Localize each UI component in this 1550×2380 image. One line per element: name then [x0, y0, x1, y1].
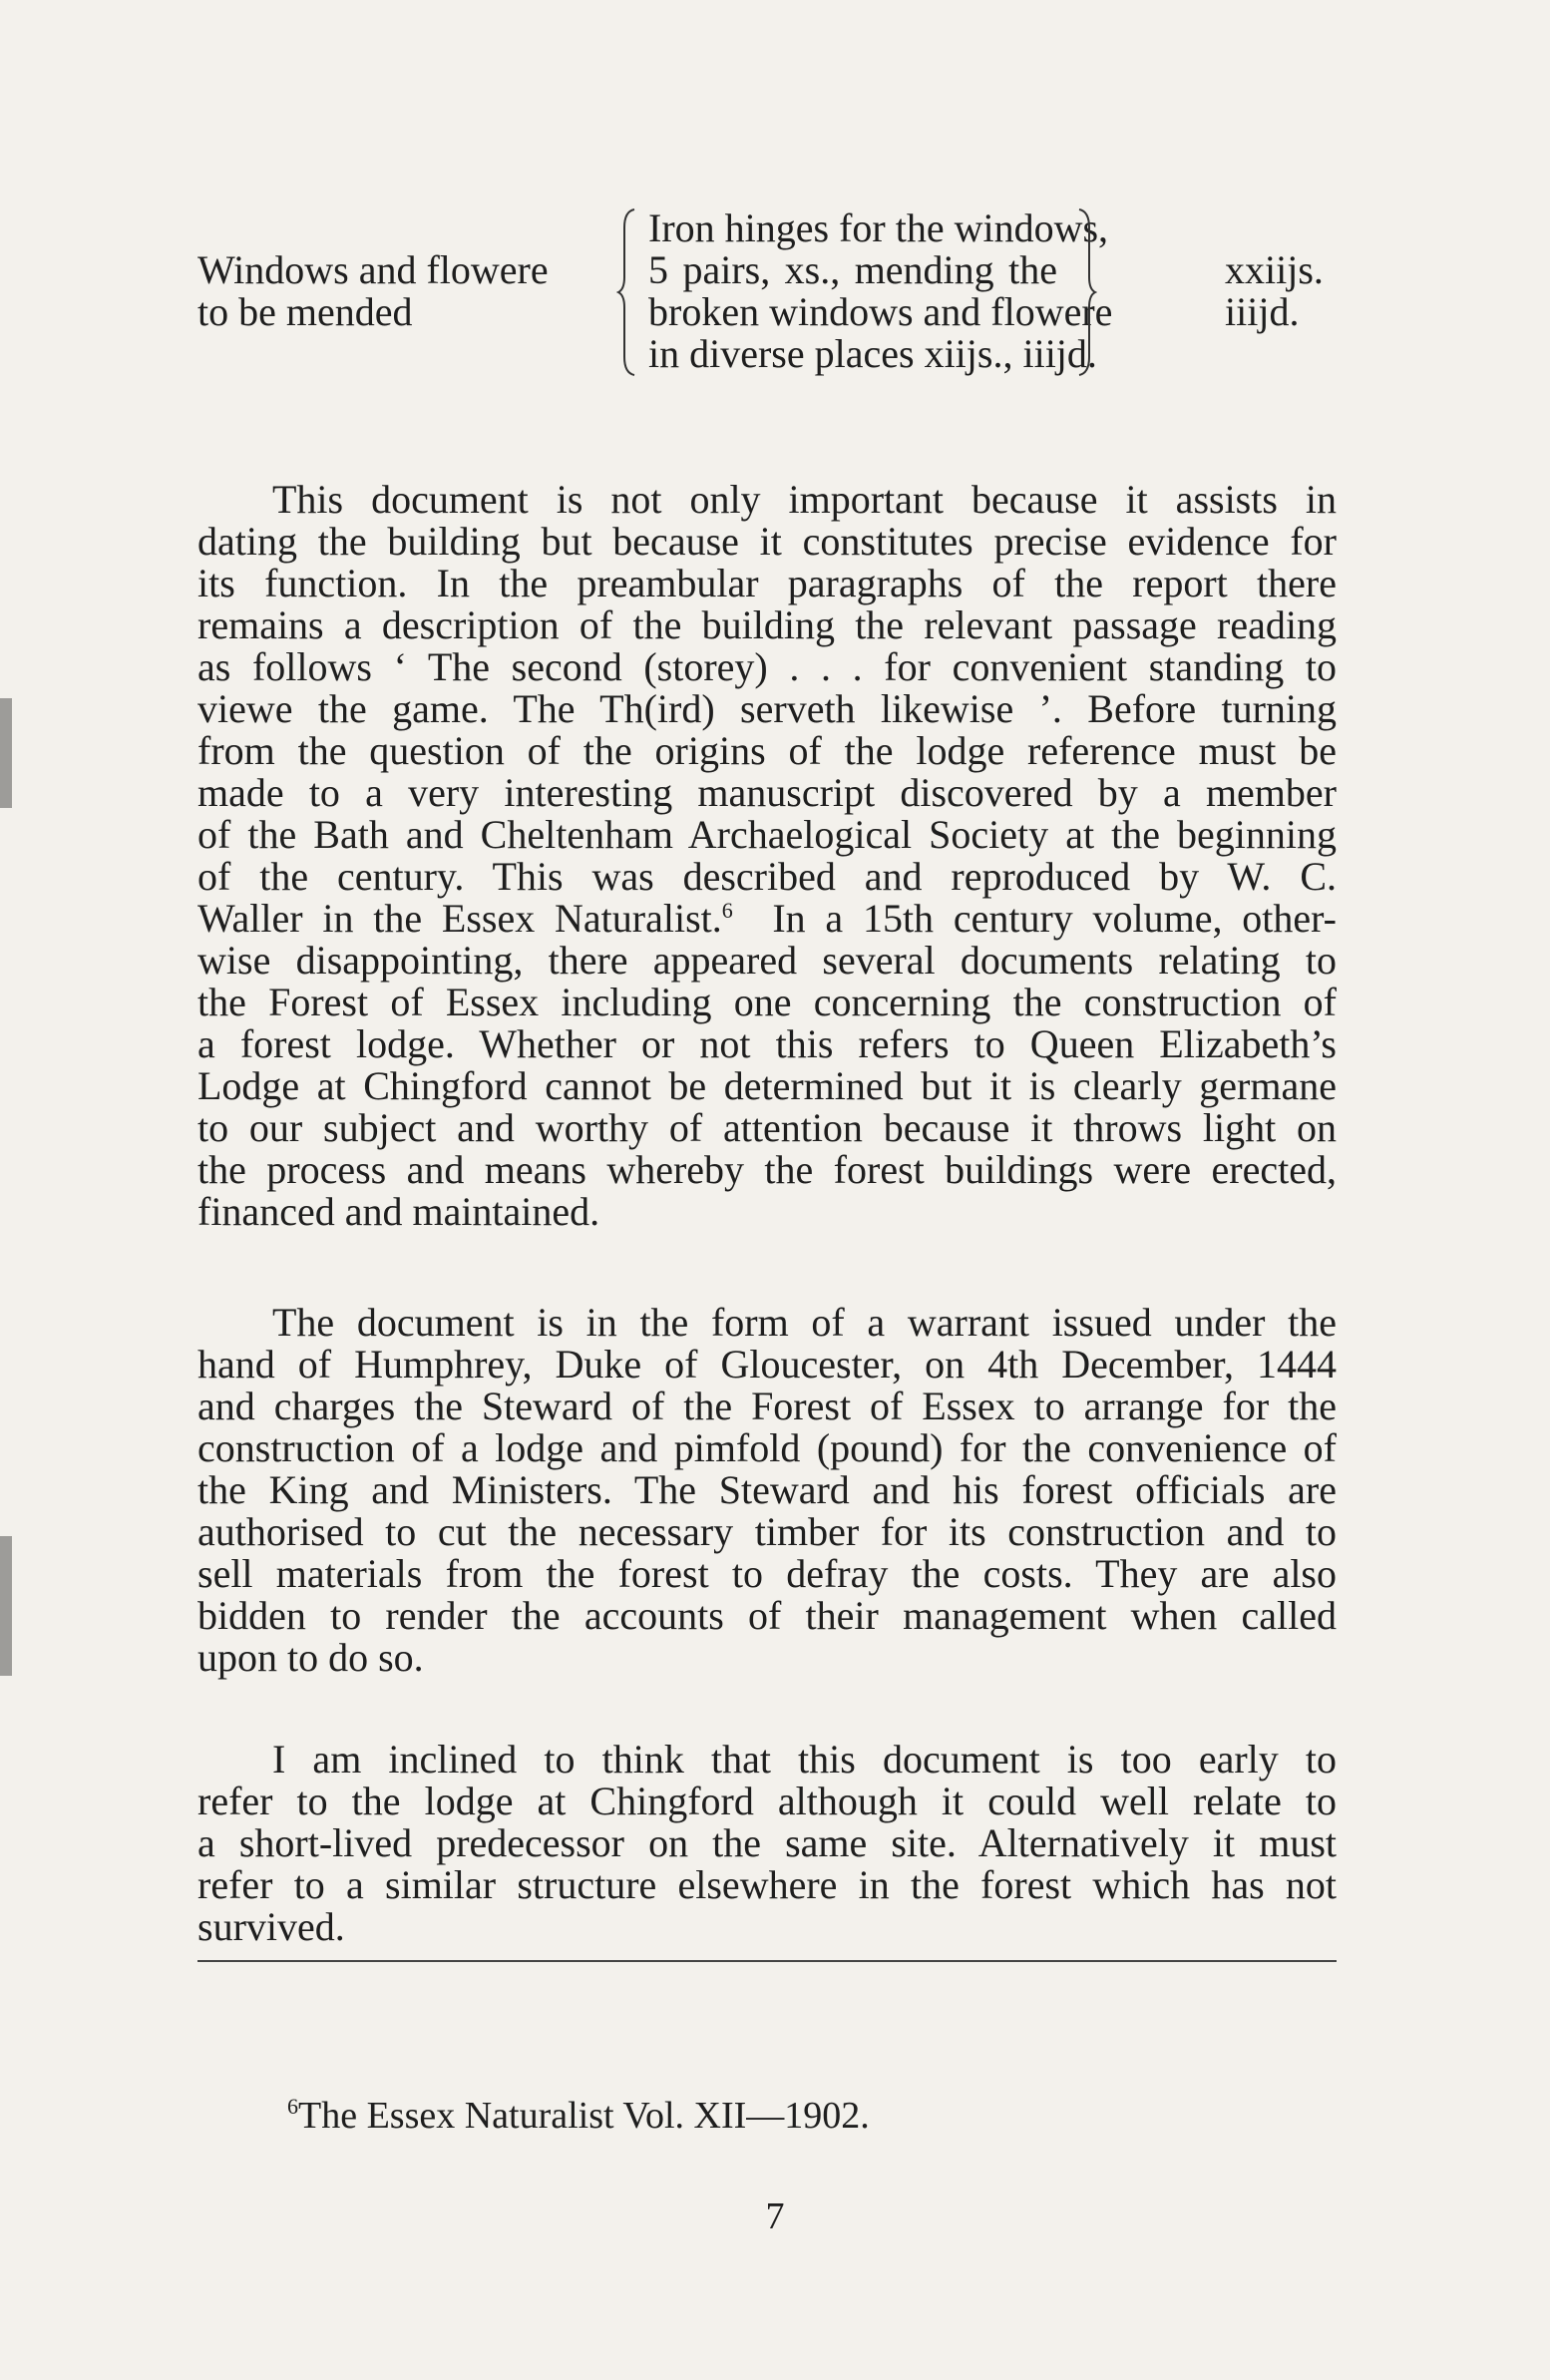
text-line: bidden to render the accounts of their management when called	[197, 1593, 1337, 1638]
text-line: a short-lived predecessor on the same site. Alternatively it must	[197, 1820, 1337, 1865]
entry-desc-line: Iron hinges for the windows,	[648, 205, 1109, 250]
footnote-reference[interactable]: 6	[721, 898, 733, 923]
paragraph	[197, 1739, 1337, 1948]
text-line: upon to do so.	[197, 1635, 424, 1680]
text-line: refer to a similar structure elsewhere in the forest which has not	[197, 1862, 1337, 1907]
text-segment: Waller in the Essex Naturalist.	[197, 896, 722, 941]
text-line: of the Bath and Cheltenham Archaelogical Society at the beginning	[197, 812, 1337, 857]
text-line: from the question of the origins of the lodge reference must be	[197, 728, 1337, 773]
text-line: a forest lodge. Whether or not this refers to Queen Elizabeth’s	[197, 1021, 1337, 1066]
text-line: of the century. This was described and reproduced by W. C.	[197, 854, 1337, 899]
paragraph	[197, 1302, 1337, 1679]
entry-sum-line: iiijd.	[1225, 289, 1300, 334]
entry-desc-line: 5 pairs, xs., mending the	[648, 247, 1057, 292]
footnote-divider	[197, 1960, 1337, 1962]
text-line: viewe the game. The Th(ird) serveth likewise ’. Before turning	[197, 686, 1337, 731]
footnote-marker: 6	[287, 2094, 298, 2119]
entry-desc-line: in diverse places xiijs., iiijd.	[648, 331, 1097, 376]
text-line: I am inclined to think that this document is too early to	[272, 1737, 1337, 1782]
text-segment: In a 15th century volume, other-	[772, 896, 1338, 941]
binding-mark	[0, 698, 12, 808]
entry-item	[197, 249, 606, 333]
left-brace-icon	[616, 207, 638, 377]
footnote-text: The Essex Naturalist Vol. XII—1902.	[298, 2095, 870, 2137]
text-line: and charges the Steward of the Forest of Essex to arrange for the	[197, 1384, 1337, 1428]
entry-desc-line: broken windows and flowere	[648, 289, 1113, 334]
text-line: as follows ‘ The second (storey) . . . for convenient standing to	[197, 644, 1337, 689]
text-line: sell materials from the forest to defray the costs. They are also	[197, 1551, 1337, 1596]
text-line: to our subject and worthy of attention because it throws light on	[197, 1105, 1337, 1150]
page-number: 7	[765, 2195, 785, 2237]
text-line: its function. In the preambular paragraphs of the report there	[197, 561, 1337, 605]
binding-mark	[0, 1536, 12, 1676]
text-line: hand of Humphrey, Duke of Gloucester, on 4th December, 1444	[197, 1342, 1337, 1387]
text-line: the process and means whereby the forest buildings were erected,	[197, 1147, 1337, 1192]
account-entry	[197, 207, 1345, 387]
footnote	[287, 2095, 870, 2137]
right-brace-icon	[1075, 207, 1097, 377]
text-line: refer to the lodge at Chingford although it could well relate to	[197, 1779, 1337, 1823]
text-line: dating the building but because it constitutes precise evidence for	[197, 519, 1337, 564]
entry-item-line: to be mended	[197, 289, 413, 334]
entry-sum-line: xxiijs.	[1225, 247, 1324, 292]
entry-description	[648, 205, 1113, 376]
text-line: made to a very interesting manuscript discovered by a member	[197, 770, 1337, 815]
text-line: authorised to cut the necessary timber for its construction and to	[197, 1509, 1337, 1554]
text-line: Lodge at Chingford cannot be determined but it is clearly germane	[197, 1063, 1337, 1108]
paragraph	[197, 479, 1337, 1233]
text-line: the King and Ministers. The Steward and his forest officials are	[197, 1467, 1337, 1512]
text-line: the Forest of Essex including one concerning the construction of	[197, 980, 1337, 1024]
text-line: financed and maintained.	[197, 1189, 600, 1234]
text-line: This document is not only important because it assists in	[272, 477, 1337, 522]
text-line: The document is in the form of a warrant issued under the	[272, 1300, 1337, 1345]
text-line-with-footnote	[197, 898, 1337, 940]
entry-item-line: Windows and flowere	[197, 247, 549, 292]
text-line: survived.	[197, 1904, 345, 1949]
entry-sum	[1225, 249, 1324, 333]
text-line: construction of a lodge and pimfold (pound) for the convenience of	[197, 1425, 1337, 1470]
text-line: remains a description of the building the relevant passage reading	[197, 602, 1337, 647]
text-line: wise disappointing, there appeared several documents relating to	[197, 938, 1337, 983]
